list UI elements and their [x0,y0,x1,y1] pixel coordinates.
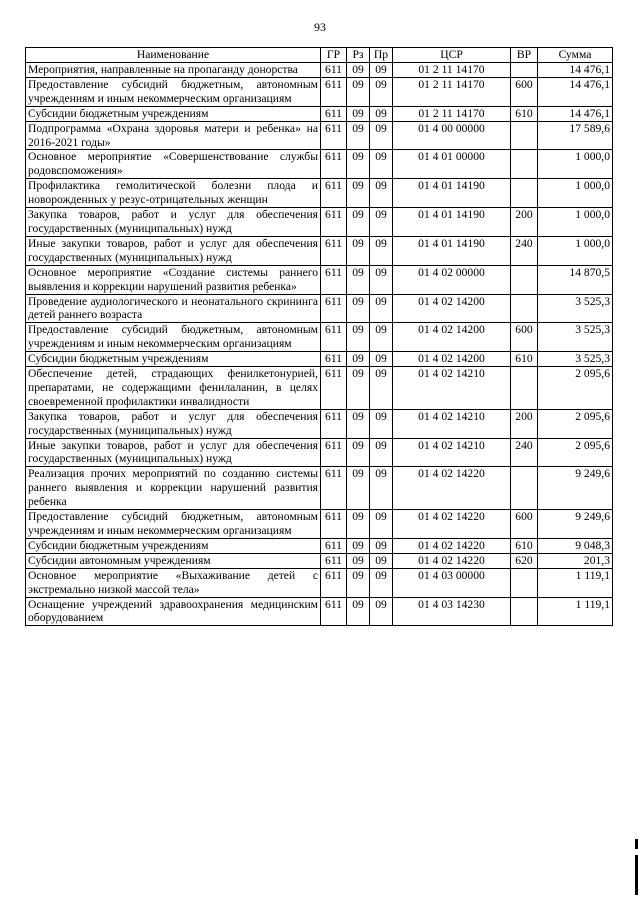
cell-rz: 09 [347,568,370,597]
cell-gr: 611 [321,409,347,438]
cell-csr: 01 4 02 14210 [393,438,511,467]
cell-csr: 01 4 01 00000 [393,150,511,179]
table-header-row [26,48,613,63]
cell-csr: 01 4 02 00000 [393,265,511,294]
table-row [26,568,613,597]
table-row [26,150,613,179]
cell-vr [511,367,538,410]
cell-vr: 600 [511,77,538,106]
table-row [26,409,613,438]
cell-vr [511,265,538,294]
cell-sum: 2 095,6 [538,367,613,410]
cell-csr: 01 4 02 14200 [393,294,511,323]
cell-pr: 09 [370,438,393,467]
cell-vr [511,179,538,208]
table-row [26,352,613,367]
table-row [26,265,613,294]
cell-sum: 2 095,6 [538,409,613,438]
cell-csr: 01 4 01 14190 [393,236,511,265]
cell-pr: 09 [370,150,393,179]
cell-sum: 2 095,6 [538,438,613,467]
cell-csr: 01 4 02 14220 [393,553,511,568]
cell-vr: 620 [511,553,538,568]
scan-margin-mark [635,855,638,895]
cell-sum: 14 476,1 [538,63,613,78]
cell-gr: 611 [321,236,347,265]
cell-rz: 09 [347,438,370,467]
cell-vr: 610 [511,106,538,121]
cell-sum: 14 870,5 [538,265,613,294]
table-row [26,294,613,323]
cell-vr: 600 [511,510,538,539]
cell-sum: 1 000,0 [538,179,613,208]
cell-vr [511,597,538,626]
cell-csr: 01 4 02 14210 [393,367,511,410]
cell-name: Мероприятия, направленные на пропаганду донорства [26,63,321,78]
table-row [26,597,613,626]
cell-gr: 611 [321,323,347,352]
cell-rz: 09 [347,179,370,208]
cell-sum: 17 589,6 [538,121,613,150]
cell-vr [511,150,538,179]
cell-csr: 01 4 02 14220 [393,467,511,510]
col-header-rz: Рз [347,48,370,63]
cell-name: Основное мероприятие «Выхаживание детей с экстремально низкой массой тела» [26,568,321,597]
table-body [26,63,613,626]
cell-pr: 09 [370,236,393,265]
cell-csr: 01 4 02 14220 [393,538,511,553]
cell-sum: 1 000,0 [538,208,613,237]
cell-pr: 09 [370,568,393,597]
cell-sum: 9 048,3 [538,538,613,553]
cell-pr: 09 [370,208,393,237]
table-row [26,467,613,510]
cell-pr: 09 [370,63,393,78]
cell-name: Субсидии автономным учреждениям [26,553,321,568]
cell-vr: 600 [511,323,538,352]
cell-name: Субсидии бюджетным учреждениям [26,352,321,367]
col-header-csr: ЦСР [393,48,511,63]
cell-rz: 09 [347,236,370,265]
cell-gr: 611 [321,121,347,150]
cell-pr: 09 [370,106,393,121]
cell-rz: 09 [347,538,370,553]
cell-rz: 09 [347,208,370,237]
cell-rz: 09 [347,121,370,150]
cell-gr: 611 [321,265,347,294]
table-row [26,323,613,352]
table-row [26,63,613,78]
cell-vr: 610 [511,538,538,553]
table-row [26,510,613,539]
cell-name: Закупка товаров, работ и услуг для обеспечения государственных (муниципальных) нужд [26,409,321,438]
cell-name: Оснащение учреждений здравоохранения медицинским оборудованием [26,597,321,626]
cell-csr: 01 4 03 14230 [393,597,511,626]
cell-name: Подпрограмма «Охрана здоровья матери и ребенка» на 2016-2021 годы» [26,121,321,150]
cell-name: Субсидии бюджетным учреждениям [26,106,321,121]
col-header-vr: ВР [511,48,538,63]
cell-vr: 200 [511,208,538,237]
cell-csr: 01 4 03 00000 [393,568,511,597]
cell-pr: 09 [370,553,393,568]
cell-rz: 09 [347,323,370,352]
cell-pr: 09 [370,409,393,438]
col-header-gr: ГР [321,48,347,63]
cell-name: Проведение аудиологического и неонатального скрининга детей раннего возраста [26,294,321,323]
cell-csr: 01 4 01 14190 [393,208,511,237]
cell-gr: 611 [321,553,347,568]
cell-name: Предоставление субсидий бюджетным, автономным учреждениям и иным некоммерческим организациям [26,323,321,352]
cell-pr: 09 [370,179,393,208]
cell-csr: 01 2 11 14170 [393,106,511,121]
cell-rz: 09 [347,553,370,568]
cell-sum: 14 476,1 [538,77,613,106]
table-row [26,538,613,553]
page-number: 93 [314,20,326,34]
cell-pr: 09 [370,538,393,553]
cell-sum: 1 000,0 [538,150,613,179]
cell-gr: 611 [321,294,347,323]
budget-table [25,47,613,626]
cell-gr: 611 [321,467,347,510]
cell-rz: 09 [347,265,370,294]
cell-gr: 611 [321,597,347,626]
cell-gr: 611 [321,367,347,410]
table-row [26,208,613,237]
cell-pr: 09 [370,323,393,352]
cell-pr: 09 [370,77,393,106]
cell-pr: 09 [370,467,393,510]
cell-rz: 09 [347,63,370,78]
table-row [26,77,613,106]
cell-sum: 1 119,1 [538,568,613,597]
cell-pr: 09 [370,510,393,539]
cell-rz: 09 [347,77,370,106]
col-header-sum: Сумма [538,48,613,63]
cell-rz: 09 [347,467,370,510]
cell-gr: 611 [321,352,347,367]
cell-csr: 01 2 11 14170 [393,77,511,106]
cell-csr: 01 4 01 14190 [393,179,511,208]
cell-pr: 09 [370,352,393,367]
cell-vr [511,121,538,150]
cell-pr: 09 [370,121,393,150]
cell-vr [511,568,538,597]
cell-rz: 09 [347,409,370,438]
cell-gr: 611 [321,438,347,467]
cell-csr: 01 4 02 14220 [393,510,511,539]
cell-gr: 611 [321,179,347,208]
cell-sum: 3 525,3 [538,323,613,352]
cell-name: Основное мероприятие «Создание системы раннего выявления и коррекции нарушений развития ребенка» [26,265,321,294]
cell-rz: 09 [347,352,370,367]
scan-margin-mark [635,839,638,849]
table-row [26,121,613,150]
cell-gr: 611 [321,106,347,121]
col-header-pr: Пр [370,48,393,63]
cell-sum: 201,3 [538,553,613,568]
cell-gr: 611 [321,538,347,553]
cell-vr: 240 [511,438,538,467]
col-header-name: Наименование [26,48,321,63]
cell-name: Предоставление субсидий бюджетным, автономным учреждениям и иным некоммерческим организациям [26,510,321,539]
cell-rz: 09 [347,150,370,179]
cell-name: Предоставление субсидий бюджетным, автономным учреждениям и иным некоммерческим организациям [26,77,321,106]
cell-sum: 9 249,6 [538,510,613,539]
cell-pr: 09 [370,367,393,410]
cell-csr: 01 4 02 14200 [393,352,511,367]
cell-sum: 9 249,6 [538,467,613,510]
cell-gr: 611 [321,77,347,106]
cell-csr: 01 2 11 14170 [393,63,511,78]
cell-sum: 14 476,1 [538,106,613,121]
cell-sum: 3 525,3 [538,294,613,323]
cell-sum: 3 525,3 [538,352,613,367]
cell-csr: 01 4 02 14200 [393,323,511,352]
table-row [26,236,613,265]
cell-sum: 1 119,1 [538,597,613,626]
cell-gr: 611 [321,568,347,597]
cell-gr: 611 [321,510,347,539]
cell-vr: 610 [511,352,538,367]
cell-rz: 09 [347,597,370,626]
cell-rz: 09 [347,294,370,323]
cell-rz: 09 [347,510,370,539]
cell-vr [511,63,538,78]
cell-name: Иные закупки товаров, работ и услуг для обеспечения государственных (муниципальных) нужд [26,236,321,265]
cell-rz: 09 [347,106,370,121]
table-row [26,367,613,410]
cell-gr: 611 [321,63,347,78]
cell-pr: 09 [370,265,393,294]
cell-pr: 09 [370,294,393,323]
cell-rz: 09 [347,367,370,410]
cell-csr: 01 4 00 00000 [393,121,511,150]
cell-vr [511,467,538,510]
cell-sum: 1 000,0 [538,236,613,265]
cell-name: Профилактика гемолитической болезни плода и новорожденных у резус-отрицательных женщин [26,179,321,208]
cell-vr: 200 [511,409,538,438]
table-row [26,438,613,467]
cell-name: Реализация прочих мероприятий по созданию системы раннего выявления и коррекции нарушений развития ребенка [26,467,321,510]
cell-vr: 240 [511,236,538,265]
cell-name: Обеспечение детей, страдающих фенилкетонурией, препаратами, не содержащими фенилаланин, в целях своевременной профилактики инвалидности [26,367,321,410]
cell-csr: 01 4 02 14210 [393,409,511,438]
cell-gr: 611 [321,208,347,237]
table-row [26,553,613,568]
cell-name: Иные закупки товаров, работ и услуг для обеспечения государственных (муниципальных) нужд [26,438,321,467]
cell-name: Основное мероприятие «Совершенствование службы родовспоможения» [26,150,321,179]
cell-gr: 611 [321,150,347,179]
cell-name: Субсидии бюджетным учреждениям [26,538,321,553]
table-row [26,106,613,121]
cell-pr: 09 [370,597,393,626]
table-row [26,179,613,208]
cell-name: Закупка товаров, работ и услуг для обеспечения государственных (муниципальных) нужд [26,208,321,237]
cell-vr [511,294,538,323]
